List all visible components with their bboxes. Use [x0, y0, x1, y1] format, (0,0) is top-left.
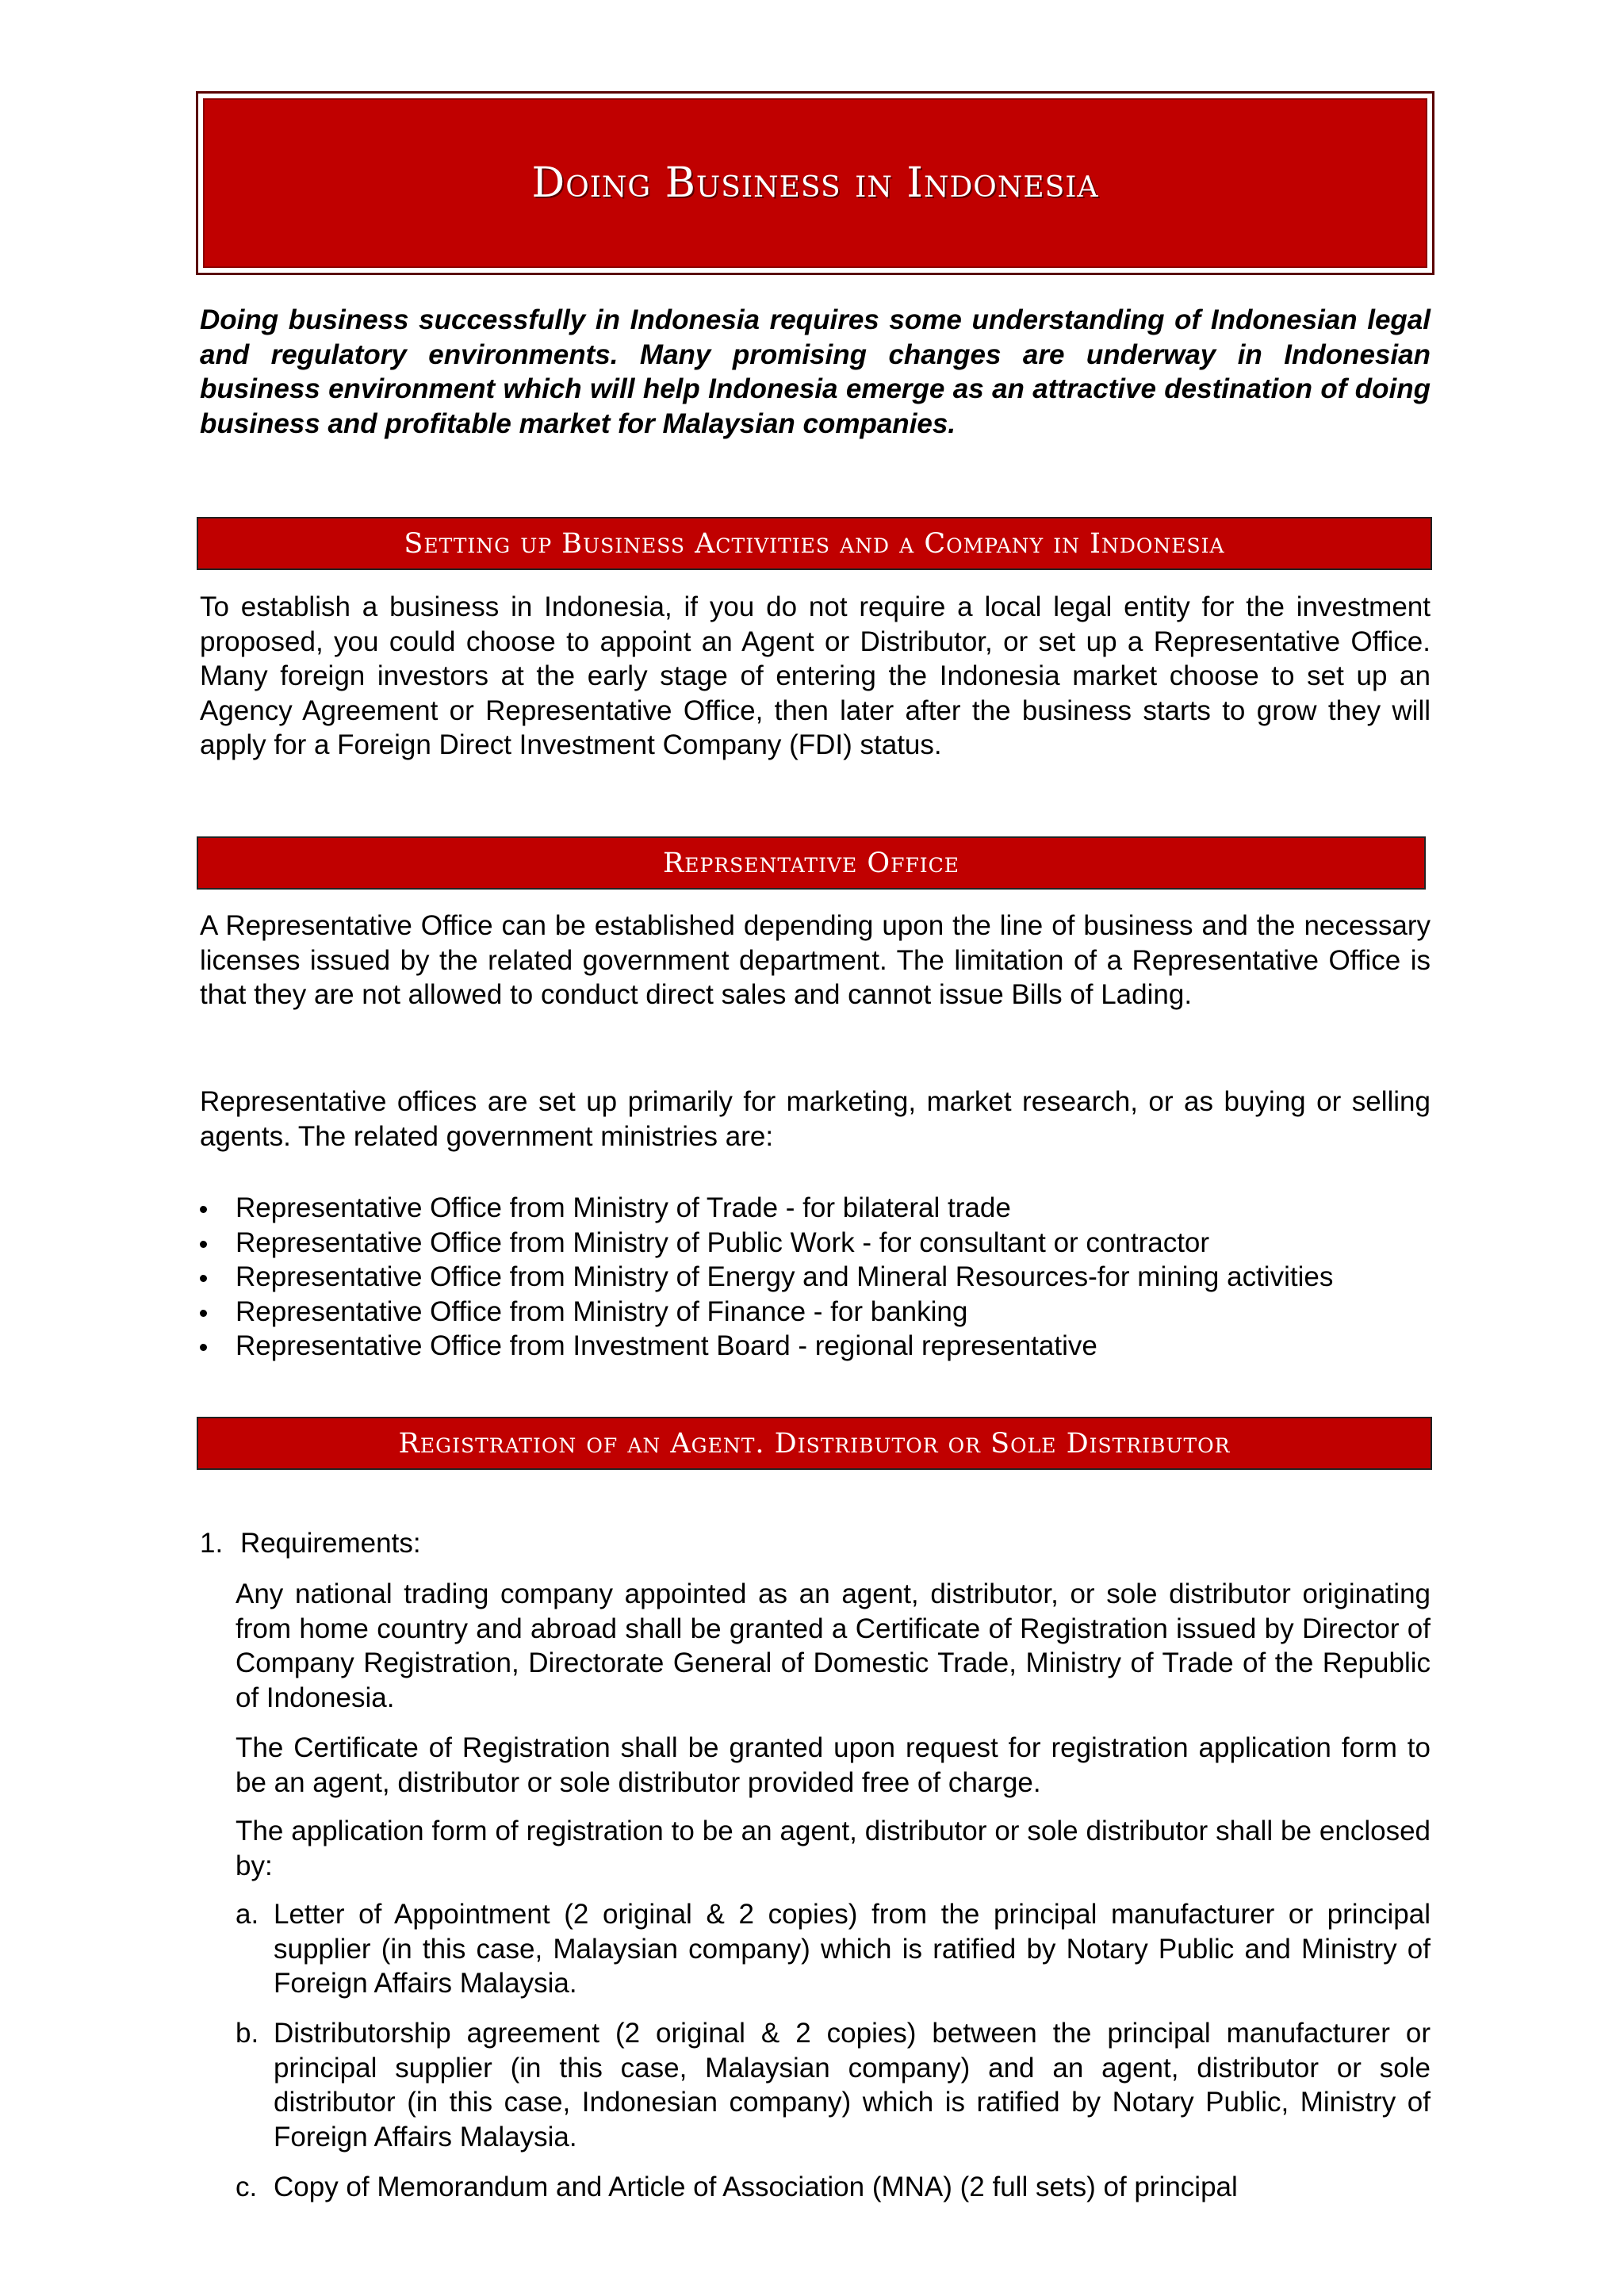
- section-heading-bar-registration: [197, 1417, 1432, 1470]
- sub-item-b: [236, 2016, 1431, 2154]
- intro-paragraph: Doing business successfully in Indonesia requires some understanding of Indonesian legal and regulatory environments. Many promising changes are underway in Indonesian business environment which will help Indonesia emerge as an attractive destination of doing business and profitable market for Malaysian companies.: [200, 304, 1431, 439]
- list-item: [200, 1191, 1333, 1226]
- title-banner-fill: [203, 98, 1427, 268]
- rep-office-paragraph-2: Representative offices are set up primarily for marketing, market research, or as buying or selling agents. The related government ministries are:: [200, 1086, 1431, 1152]
- list-item-text: Representative Office from Ministry of Energy and Mineral Resources-for mining activities: [236, 1261, 1334, 1292]
- registration-paragraph-3: The application form of registration to be an agent, distributor or sole distributor shall be enclosed by:: [236, 1816, 1431, 1881]
- section-heading-bar-setup: [197, 517, 1432, 570]
- list-item-text: Representative Office from Ministry of Trade - for bilateral trade: [236, 1192, 1011, 1223]
- registration-paragraph-1: Any national trading company appointed as an agent, distributor, or sole distributor originating from home country and abroad shall be granted a Certificate of Registration issued by Director of Company Registration, Directorate General of Domestic Trade, Ministry of Trade of the Republic of Indonesia.: [236, 1578, 1431, 1713]
- list-item-text: Representative Office from Ministry of Public Work - for consultant or contractor: [236, 1226, 1210, 1258]
- list-item-text: Representative Office from Investment Board - regional representative: [236, 1330, 1097, 1361]
- numbered-item-requirements: [200, 1526, 421, 1561]
- section-heading-rep-office: Reprsentative Office: [662, 847, 960, 879]
- sub-item-marker: a.: [236, 1899, 259, 1930]
- bullet-icon: [200, 1241, 207, 1248]
- sub-item-text: Copy of Memorandum and Article of Association (MNA) (2 full sets) of principal: [274, 2172, 1238, 2202]
- bullet-icon: [200, 1206, 207, 1213]
- list-item: [200, 1226, 1333, 1261]
- registration-paragraph-2: The Certificate of Registration shall be granted upon request for registration application form to be an agent, distributor or sole distributor provided free of charge.: [236, 1732, 1431, 1798]
- section-heading-setup: Setting up Business Activities and a Company in Indonesia: [404, 527, 1225, 560]
- sub-item-marker: c.: [236, 2172, 258, 2202]
- list-item: [200, 1329, 1333, 1364]
- list-item: [200, 1260, 1333, 1295]
- sub-item-a: [236, 1897, 1431, 2001]
- sub-item-text: Letter of Appointment (2 original & 2 copies) from the principal manufacturer or principal supplier (in this case, Malaysian company) which is ratified by Notary Public and Ministry of Foreign Affairs Malaysia.: [274, 1899, 1431, 1999]
- sub-item-marker: b.: [236, 2018, 259, 2049]
- bullet-icon: [200, 1275, 207, 1282]
- rep-office-paragraph-1: A Representative Office can be established depending upon the line of business and the necessary licenses issued by the related government department. The limitation of a Representative Office is that they are not allowed to conduct direct sales and cannot issue Bills of Lading.: [200, 910, 1431, 1010]
- section-heading-bar-rep-office: [197, 836, 1426, 890]
- list-item-text: Representative Office from Ministry of Finance - for banking: [236, 1295, 968, 1327]
- page-title: Doing Business in Indonesia: [531, 159, 1099, 207]
- sub-item-text: Distributorship agreement (2 original & 2 copies) between the principal manufacturer or principal supplier (in this case, Malaysian company) and an agent, distributor or sole distributor (in this case, Indonesian company) which is ratified by Notary Public, Ministry of Foreign Affairs Malaysia.: [274, 2018, 1431, 2152]
- item-number: 1.: [200, 1528, 224, 1559]
- section-heading-registration: Registration of an Agent. Distributor or Sole Distributor: [398, 1427, 1231, 1460]
- item-label: Requirements:: [239, 1528, 421, 1559]
- list-item: [200, 1295, 1333, 1330]
- ministries-list: [200, 1191, 1333, 1364]
- bullet-icon: [200, 1344, 207, 1351]
- bullet-icon: [200, 1310, 207, 1317]
- title-banner: [196, 91, 1434, 275]
- sub-item-c: [236, 2170, 1431, 2205]
- setup-paragraph: To establish a business in Indonesia, if you do not require a local legal entity for the investment proposed, you could choose to appoint an Agent or Distributor, or set up a Representative Office. Many foreign investors at the early stage of entering the Indonesia market choose to set up an Agency Agreement or Representative Office, then later after the business starts to grow they will apply for a Foreign Direct Investment Company (FDI) status.: [200, 591, 1431, 760]
